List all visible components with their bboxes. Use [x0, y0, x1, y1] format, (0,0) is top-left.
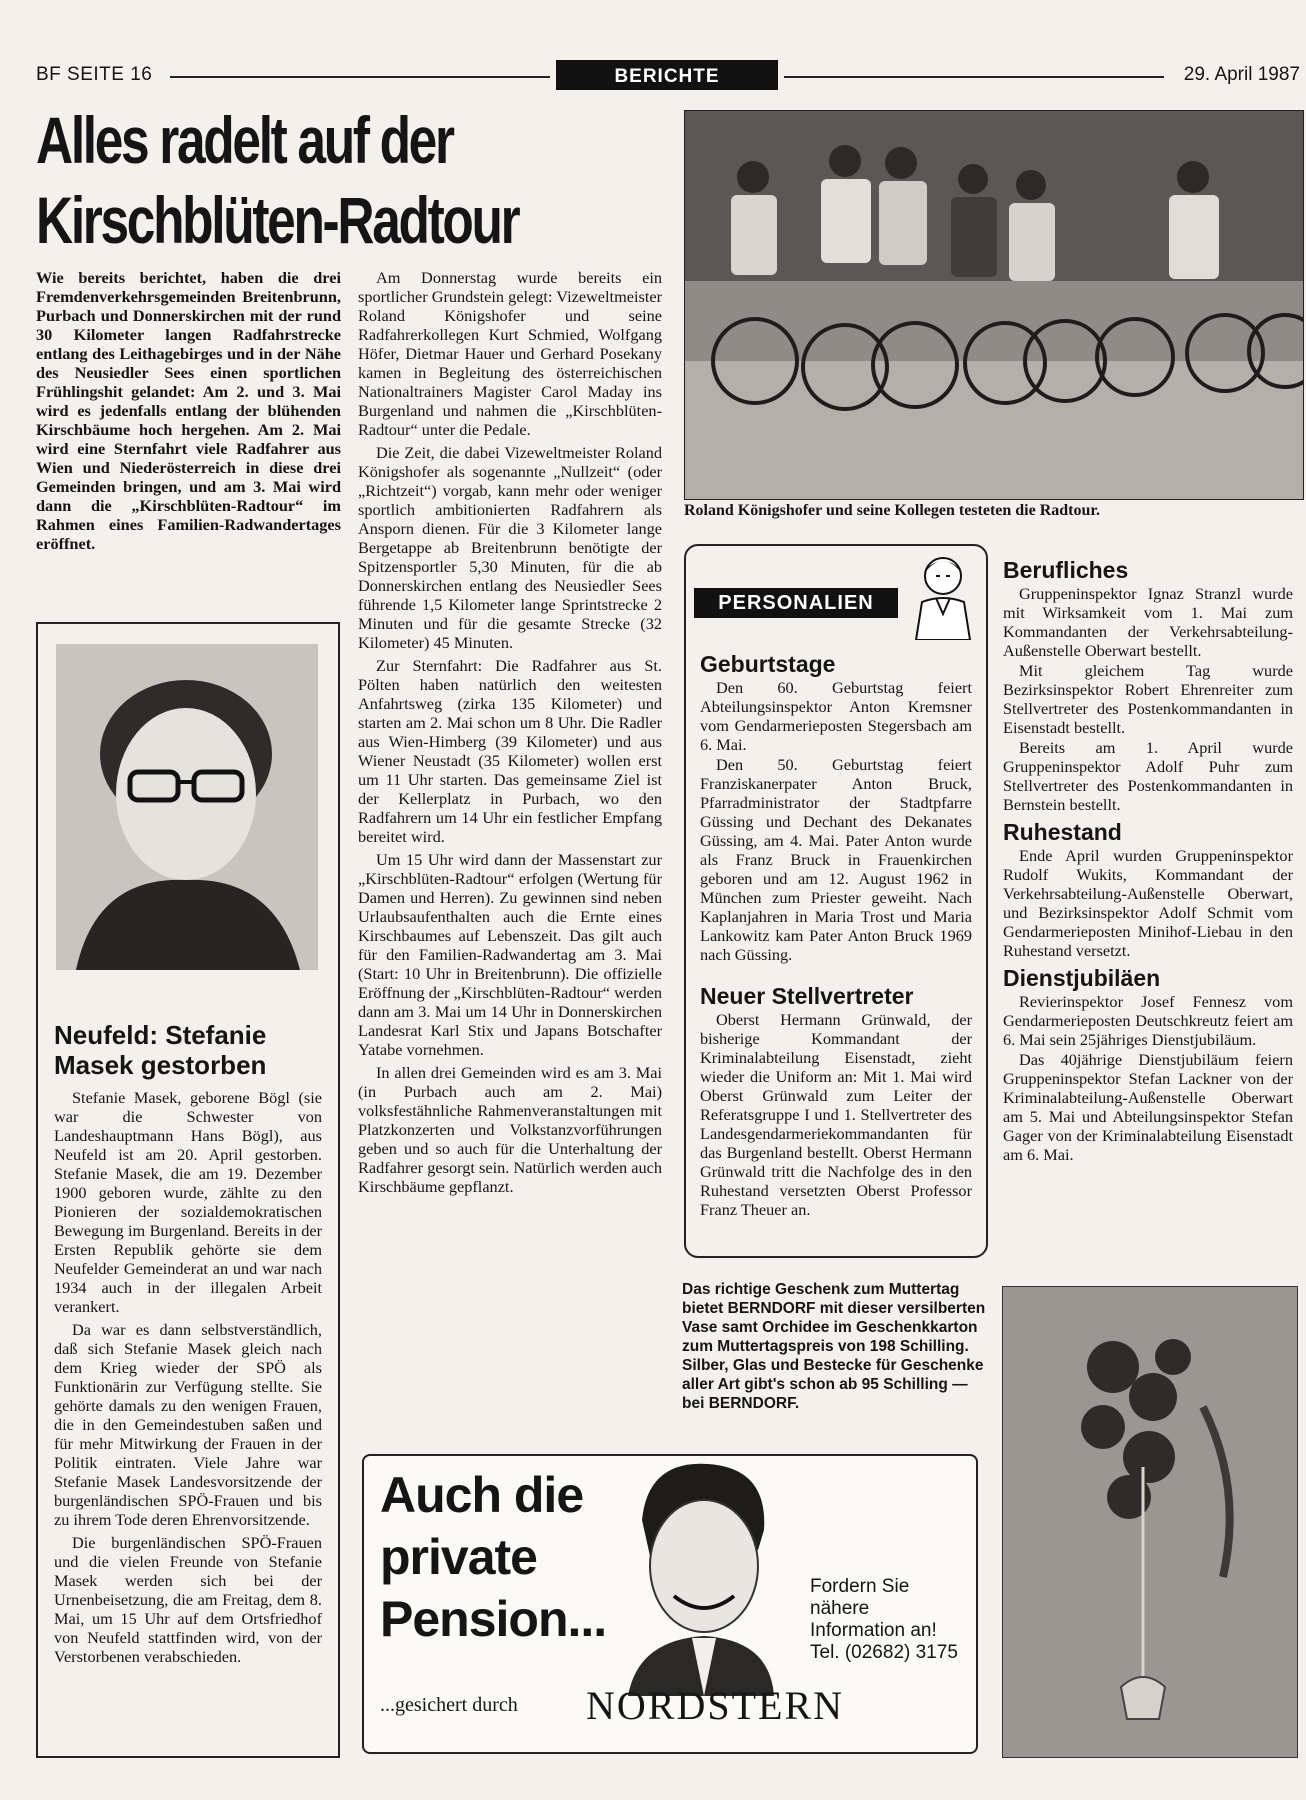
portrait-illustration — [56, 644, 318, 970]
berufliches-heading: Berufliches — [1003, 557, 1129, 583]
issue-date: 29. April 1987 — [1183, 64, 1300, 85]
ad-brand-logo: NORDSTERN — [586, 1683, 845, 1728]
article-paragraph: Um 15 Uhr wird dann der Massenstart zur „Kirschblüten-Radtour“ erfolgen (Wertung für Damen und Herren). Zu gewinnen sind neben Urlaubsaufenthalten auch die Ernte eines Kirschbaumes auf Lebenszeit. Das gilt auch für den Familien-Radwandertag am 3. Mai (Start: 10 Uhr in Breitenbrunn). Die offizielle Eröffnung der „Kirschblüten-Radtour“ werden dann am 3. Mai um 14 Uhr in Donnerskirchen Landesrat Karl Stix und Japans Botschafter Yatabe vornehmen. — [358, 850, 662, 1059]
article-paragraph: Am Donnerstag wurde bereits ein sportlicher Grundstein gelegt: Vizeweltmeister Roland Königshofer und seine Radfahrerkollegen Kurt Schmied, Wolfgang Höfer, Dietmar Hauer und Gerhard Posekany kamen in Begleitung des österreichischen Nationaltrainers Magister Carol Maday ins Burgenland und nahmen die „Kirschblüten-Radtour“ unter die Pedale. — [358, 268, 662, 439]
smiling-man-photo — [628, 1460, 774, 1696]
berufliches-text — [1003, 584, 1293, 814]
photo-caption: Roland Königshofer und seine Kollegen testeten die Radtour. — [684, 502, 1101, 519]
headline-line-2: Kirschblüten-Radtour — [36, 183, 519, 257]
article-paragraph: Die Zeit, die dabei Vizeweltmeister Roland Königshofer als sogenannte „Nullzeit“ (oder „Richtzeit“) vorgab, kann mehr oder weniger sportlich ambitionierten Radfahrern als Ansporn dienen. Für die 3 Kilometer lange Bergetappe ab Breitenbrunn benötigte der Spitzensportler 5,30 Minuten, für die ab Donnerskirchen entlang des Neusiedler Sees führende 1,5 Kilometer lange Sprintstrecke 2 Minuten und für die gesamte Strecke (32 Kilometer) 45 Minuten. — [358, 443, 662, 652]
gift-advertisement-text: Das richtige Geschenk zum Muttertag bietet BERNDORF mit dieser versilberten Vase samt Orchidee im Geschenkkarton zum Muttertagspreis von 198 Schilling. Silber, Glas und Bestecke für Geschenke aller Art gibt's schon ab 95 Schilling — bei BERNDORF. — [682, 1281, 986, 1412]
geburtstage-paragraph: Den 50. Geburtstag feiert Franziskanerpater Anton Bruck, Pfarradministrator der Stadtpfarre Güssing und Dechant des Dekanates Güssing, am 4. Mai. Pater Anton wurde als Franz Bruck in Frauenkirchen geboren und am 12. August 1962 in München zum Priester geweiht. Nach Kaplanjahren in Maria Trost und Maria Lankowitz kam Pater Anton Bruck 1969 nach Güssing. — [700, 755, 972, 964]
portrait-photo — [56, 644, 318, 970]
ad-contact-phone: Tel. (02682) 3175 — [810, 1642, 958, 1663]
headline-line-1: Alles radelt auf der — [36, 103, 453, 177]
ad-headline-line: private — [380, 1529, 537, 1585]
dienstjubilaeen-text — [1003, 992, 1293, 1164]
stellvertreter-paragraph: Oberst Hermann Grünwald, der bisherige Kommandant der Kriminalabteilung Eisenstadt, zieht wieder die Uniform an: Mit 1. Mai wird Oberst Grünwald zum Leiter der Referatsgruppe I und 1. Stellvertreter des Landesgendarmeriekommandanten für das Burgenland bestellt. Oberst Hermann Grünwald tritt die Nachfolge des in den Ruhestand versetzten Oberst Professor Franz Theuer an. — [700, 1010, 972, 1219]
ad-contact — [810, 1576, 958, 1664]
personalien-banner: PERSONALIEN — [694, 588, 898, 618]
geburtstage-text — [700, 678, 972, 965]
nordstern-advertisement — [362, 1454, 978, 1754]
cyclists-illustration — [685, 111, 1303, 499]
personalien-right-column — [1003, 556, 1293, 1165]
official-figure-icon — [908, 554, 978, 640]
article-paragraph: In allen drei Gemeinden wird es am 3. Mai (in Purbach auch am 2. Mai) volksfestähnliche Rahmenveranstaltungen mit Platzkonzerten und Volkstanzvorführungen geben und so auch für die Unterhaltung der Radfahrer gesorgt sein. Natürlich werden auch Kirschbäume gepflanzt. — [358, 1063, 662, 1196]
article-body — [358, 268, 662, 1200]
obituary-paragraph: Die burgenländischen SPÖ-Frauen und die vielen Freunde von Stefanie Masek werden sich bei der Urnenbeisetzung, die am Freitag, dem 8. Mai, um 15 Uhr auf dem Ortsfriedhof von Neufeld stattfinden wird, von der Verstorbenen verabschieden. — [54, 1533, 322, 1666]
dienstjubilaeen-heading: Dienstjubiläen — [1003, 965, 1161, 991]
cyclists-photo — [684, 110, 1304, 500]
obituary-text — [54, 1088, 322, 1670]
vase-photo — [1002, 1286, 1298, 1758]
dienstjubilaeen-paragraph: Das 40jährige Dienstjubiläum feiern Gruppeninspektor Stefan Lackner von der Kriminalabteilung-Außenstelle Oberwart am 5. Mai und Abteilungsinspektor Stefan Gager von der Kriminalabteilung Eisenstadt am 6. Mai. — [1003, 1050, 1293, 1164]
ad-headline-line: Pension... — [380, 1591, 607, 1647]
personalien-box — [684, 544, 988, 1258]
ad-headline — [380, 1464, 606, 1650]
headline — [36, 100, 660, 260]
geburtstage-paragraph: Den 60. Geburtstag feiert Abteilungsinspektor Anton Kremsner vom Gendarmerieposten Stegersbach am 6. Mai. — [700, 678, 972, 754]
geburtstage-heading: Geburtstage — [700, 651, 836, 677]
obituary-paragraph: Stefanie Masek, geborene Bögl (sie war die Schwester von Landeshauptmann Hans Bögl), aus Neufeld ist am 20. April gestorben. Stefanie Masek, die am 19. Dezember 1900 geboren wurde, zählte zu den Pionieren der sozialdemokratischen Bewegung im Burgenland. Bereits in der Ersten Republik gehörte sie dem Neufelder Gemeinderat an und war nach 1934 auch in der illegalen Arbeit verankert. — [54, 1088, 322, 1316]
ruhestand-text — [1003, 846, 1293, 960]
stellvertreter-heading: Neuer Stellvertreter — [700, 983, 914, 1009]
ad-contact-line: nähere — [810, 1598, 870, 1619]
berufliches-paragraph: Gruppeninspektor Ignaz Stranzl wurde mit Wirksamkeit vom 1. Mai zum Kommandanten der Verkehrsabteilung-Außenstelle Oberwart bestellt. — [1003, 584, 1293, 660]
stellvertreter-text — [700, 1010, 972, 1220]
ad-headline-line: Auch die — [380, 1467, 584, 1523]
berufliches-paragraph: Bereits am 1. April wurde Gruppeninspektor Adolf Puhr zum Stellvertreter des Postenkommandanten in Bernstein bestellt. — [1003, 738, 1293, 814]
article-intro: Wie bereits berichtet, haben die drei Fremdenverkehrsgemeinden Breitenbrunn, Purbach und Donnerskirchen mit der rund 30 Kilometer langen Radfahrstrecke entlang des Leithagebirges und in der Nähe des Neusiedler Sees einen sportlichen Frühlingshit gelandet: Am 2. und 3. Mai wird es jedenfalls entlang der blühenden Kirschbäume hoch hergehen. Am 2. Mai wird eine Sternfahrt viele Radfahrer aus Wien und Niederösterreich in diese drei Gemeinden bringen, und am 3. Mai wird dann die „Kirschblüten-Radtour“ im Rahmen eines Familien-Radwandertages eröffnet. — [36, 268, 341, 553]
dienstjubilaeen-paragraph: Revierinspektor Josef Fennesz vom Gendarmerieposten Deutschkreutz feiert am 6. Mai sein 25jähriges Dienstjubiläum. — [1003, 992, 1293, 1049]
berufliches-paragraph: Mit gleichem Tag wurde Bezirksinspektor Robert Ehrenreiter zum Stellvertreter des Postenkommandanten in Eisenstadt bestellt. — [1003, 661, 1293, 737]
header-rule-right — [784, 76, 1164, 78]
obituary-paragraph: Da war es dann selbstverständlich, daß sich Stefanie Masek gleich nach dem Krieg wieder der SPÖ als Funktionärin zur Verfügung stellte. Sie gehörte damals zu den wenigen Frauen, die in den Gemeindestuben saßen und für mehr Mitwirkung der Frauen in der Politik eintraten. Viele Jahre war Stefanie Masek Landesvorsitzende der burgenländischen SPÖ-Frauen und bis zu ihrem Tode deren Ehrenvorsitzende. — [54, 1320, 322, 1529]
page-number: BF SEITE 16 — [36, 64, 153, 85]
obituary-box — [36, 622, 340, 1758]
header-rule-left — [170, 76, 550, 78]
ruhestand-paragraph: Ende April wurden Gruppeninspektor Rudolf Wukits, Kommandant der Verkehrsabteilung-Außenstelle Oberwart, und Bezirksinspektor Adolf Schmit vom Gendarmerieposten Minihof-Liebau in den Ruhestand versetzt. — [1003, 846, 1293, 960]
article-paragraph: Zur Sternfahrt: Die Radfahrer aus St. Pölten haben natürlich den weitesten Anfahrtsweg (zirka 135 Kilometer) und starten am 2. Mai schon um 8 Uhr. Die Radler aus Wien-Himberg (39 Kilometer) und aus Wiener Neustadt (35 Kilometer) wollen erst um 11 Uhr starten. Das gemeinsame Ziel ist der Kellerplatz in Purbach, wo den Radfahrern um 14 Uhr ein festlicher Empfang bereitet wird. — [358, 656, 662, 846]
ruhestand-heading: Ruhestand — [1003, 819, 1122, 845]
ad-tagline: ...gesichert durch — [380, 1694, 518, 1716]
section-tag: BERICHTE — [556, 60, 778, 90]
obituary-title-line: Neufeld: Stefanie — [54, 1020, 267, 1050]
ad-contact-line: Fordern Sie — [810, 1576, 910, 1597]
vase-illustration — [1003, 1287, 1297, 1757]
ad-contact-line: Information an! — [810, 1620, 937, 1641]
obituary-title-line: Masek gestorben — [54, 1050, 267, 1080]
obituary-title — [54, 1020, 266, 1080]
